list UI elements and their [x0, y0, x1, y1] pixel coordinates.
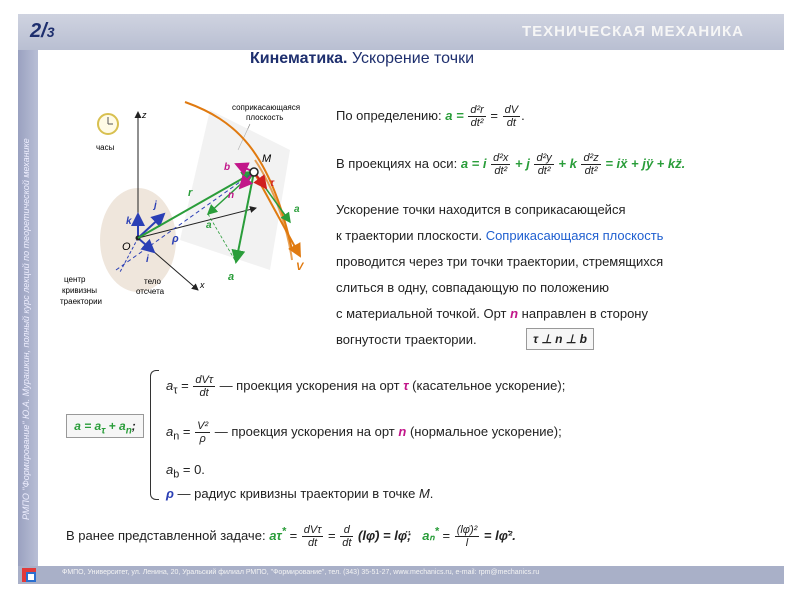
- axis-x-label: x: [200, 280, 205, 290]
- body-label-2: отсчета: [136, 287, 165, 296]
- vec-an-label: a: [206, 220, 212, 231]
- component-tangential: $a_\tau$ = dVτ dt — проекция ускорения на орт τ (касательное ускорение);: [166, 374, 566, 399]
- material-point-m: [250, 168, 258, 176]
- osculating-plane-label2: плоскость: [246, 113, 284, 122]
- clock-label: часы: [96, 143, 115, 152]
- vec-n-label: n: [228, 190, 235, 201]
- vec-i-label: i: [146, 254, 149, 265]
- header-bar: [18, 14, 784, 50]
- vec-tau-label: τ: [270, 178, 275, 189]
- kinematics-diagram: [60, 90, 330, 330]
- clock-icon: [98, 114, 118, 134]
- curvature-radius-line: ρ — радиус кривизны траектории в точке M.: [166, 486, 434, 501]
- body-label-1: тело: [144, 277, 161, 286]
- paragraph-line-1: Ускорение точки находится в соприкасающейся: [336, 202, 626, 217]
- origin-label: O: [122, 241, 131, 253]
- brace: [150, 370, 159, 500]
- paragraph-line-2: к траектории плоскости. Соприкасающаяся плоскость: [336, 228, 664, 243]
- vec-b-label: b: [224, 162, 231, 173]
- osculating-plane-label: соприкасающаяся: [232, 103, 301, 112]
- center-label-2: кривизны: [62, 286, 97, 295]
- point-m-label: M: [262, 153, 272, 165]
- vec-at-label: a: [294, 204, 300, 215]
- component-binormal: $a_b = 0$.: [166, 462, 205, 481]
- side-bar: [18, 50, 38, 566]
- footer-text: ФМПО, Университет, ул. Ленина, 20, Уральский филиал РМПО, "Формирование", тел. (343) 35-51-27, www.mechanics.ru, e-mail: rpm@mechanics.ru: [62, 569, 540, 576]
- footer-bar: [18, 566, 784, 584]
- paragraph-line-5: с материальной точкой. Орт n направлен в сторону: [336, 306, 648, 321]
- course-title: ТЕХНИЧЕСКАЯ МЕХАНИКА: [521, 23, 744, 40]
- logo-icon: [22, 568, 36, 582]
- paragraph-line-6: вогнутости траектории.: [336, 332, 477, 347]
- vec-j-label: j: [154, 200, 157, 211]
- decomposition-box: $a = a_\tau + a_n$;: [66, 414, 144, 438]
- axis-z-label: z: [142, 110, 147, 120]
- vec-rho-label: ρ: [172, 233, 179, 245]
- orthogonality-box: τ ⊥ n ⊥ b: [526, 328, 594, 350]
- center-label-3: траектории: [60, 297, 103, 306]
- definition-line: По определению: a = $\frac{\text{d²r}}{\text{dt²}}$ = $\frac{dV}{dt}$ .: [336, 104, 525, 129]
- slide-title: Кинематика. Ускорение точки: [250, 50, 474, 67]
- vec-a-label: a: [228, 271, 235, 283]
- vec-v-label: V: [296, 261, 304, 273]
- paragraph-line-3: проводится через три точки траектории, стремящихся: [336, 254, 664, 269]
- vec-r-label: r: [188, 187, 193, 199]
- task-line: В ранее представленной задаче: aτ* = dVτ dt = $\frac{d}{dt}$ (lφ̇) = lφ̈; aₙ* = $\frac{\text{(lφ̇)²}}{l}$ = lφ̇².: [66, 524, 516, 549]
- paragraph-line-4: слиться в одну, совпадающую по положению: [336, 280, 609, 295]
- vec-k-label: k: [126, 216, 132, 227]
- component-normal: $a_n$ = $\frac{\text{V²}}{\rho}$ — проекция ускорения на орт n (нормальное ускорение);: [166, 420, 562, 445]
- sidebar-text: РМПО "Формирование" Ю.А. Мурашкин, полный курс лекций по теоретической механике: [21, 138, 31, 520]
- projections-line: В проекциях на оси: a = i $\frac{\text{d²x}}{\text{dt²}}$ + j $\frac{\text{d²y}}{\text{dt²}}$ + k $\frac{\text{d²z}}{\text{dt²}}$ = iẍ + jÿ + kz̈.: [336, 152, 686, 177]
- page-number: 2/3: [30, 20, 55, 42]
- center-label-1: центр: [64, 275, 86, 284]
